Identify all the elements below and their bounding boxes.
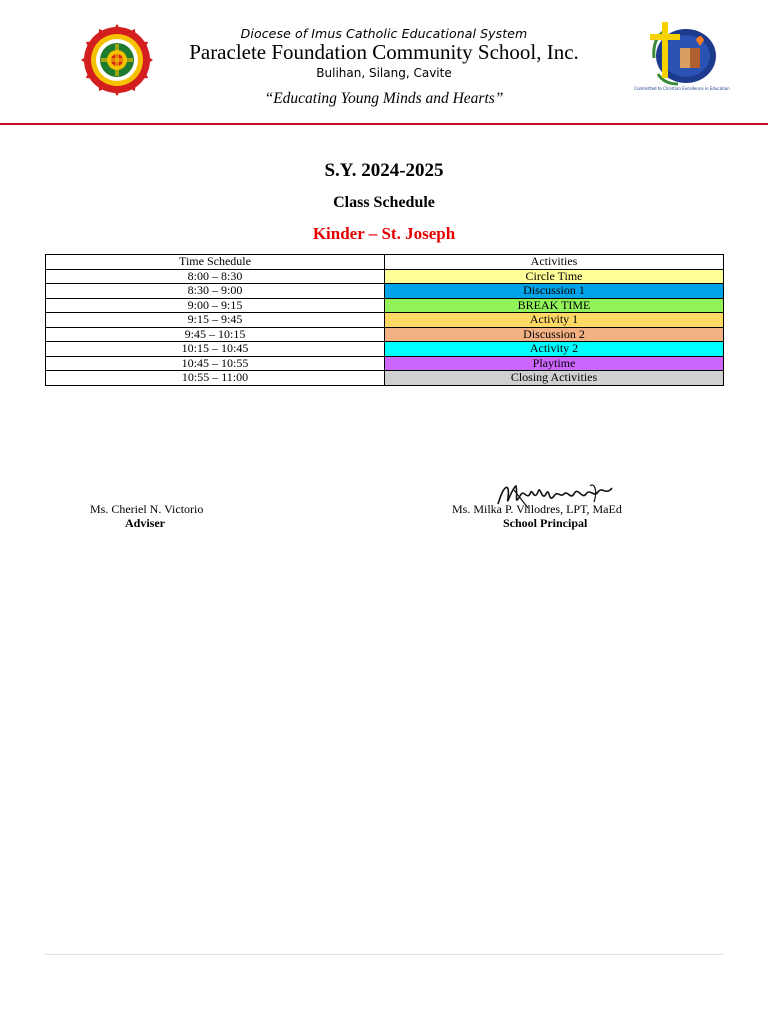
column-header-time: Time Schedule [46, 255, 385, 270]
time-cell: 9:45 – 10:15 [46, 327, 385, 342]
activity-cell: Circle Time [385, 269, 724, 284]
table-row [46, 342, 724, 357]
school-name: Paraclete Foundation Community School, Inc. [189, 40, 579, 64]
column-header-activities: Activities [385, 255, 724, 270]
school-motto: “Educating Young Minds and Hearts” [264, 90, 504, 107]
time-cell: 8:30 – 9:00 [46, 284, 385, 299]
table-row [46, 371, 724, 386]
time-cell: 8:00 – 8:30 [46, 269, 385, 284]
schedule-table [45, 254, 724, 386]
table-row [46, 327, 724, 342]
time-cell: 10:15 – 10:45 [46, 342, 385, 357]
time-cell: 10:45 – 10:55 [46, 356, 385, 371]
activity-cell: Discussion 1 [385, 284, 724, 299]
adviser-role: Adviser [125, 516, 165, 530]
principal-role: School Principal [503, 516, 588, 530]
school-year-title: S.Y. 2024-2025 [324, 160, 444, 181]
time-cell: 9:15 – 9:45 [46, 313, 385, 328]
table-row [46, 313, 724, 328]
table-row [46, 356, 724, 371]
principal-name: Ms. Milka P. Villodres, LPT, MaEd [452, 502, 622, 516]
table-row [46, 284, 724, 299]
time-cell: 10:55 – 11:00 [46, 371, 385, 386]
table-row [46, 269, 724, 284]
table-header-row [46, 255, 724, 270]
activity-cell: Discussion 2 [385, 327, 724, 342]
school-address: Bulihan, Silang, Cavite [316, 66, 452, 80]
header-divider [0, 123, 768, 125]
footer-divider [45, 954, 723, 955]
section-title: Kinder – St. Joseph [312, 224, 456, 243]
diocese-line: Diocese of Imus Catholic Educational System [240, 26, 528, 41]
activity-cell: Playtime [385, 356, 724, 371]
document-title: Class Schedule [333, 194, 435, 211]
table-row [46, 298, 724, 313]
time-cell: 9:00 – 9:15 [46, 298, 385, 313]
adviser-name: Ms. Cheriel N. Victorio [90, 502, 204, 516]
logo-caption: Committed to Christian Excellence in Education [634, 86, 730, 91]
activity-cell: Activity 2 [385, 342, 724, 357]
activity-cell: Closing Activities [385, 371, 724, 386]
activity-cell: BREAK TIME [385, 298, 724, 313]
activity-cell: Activity 1 [385, 313, 724, 328]
